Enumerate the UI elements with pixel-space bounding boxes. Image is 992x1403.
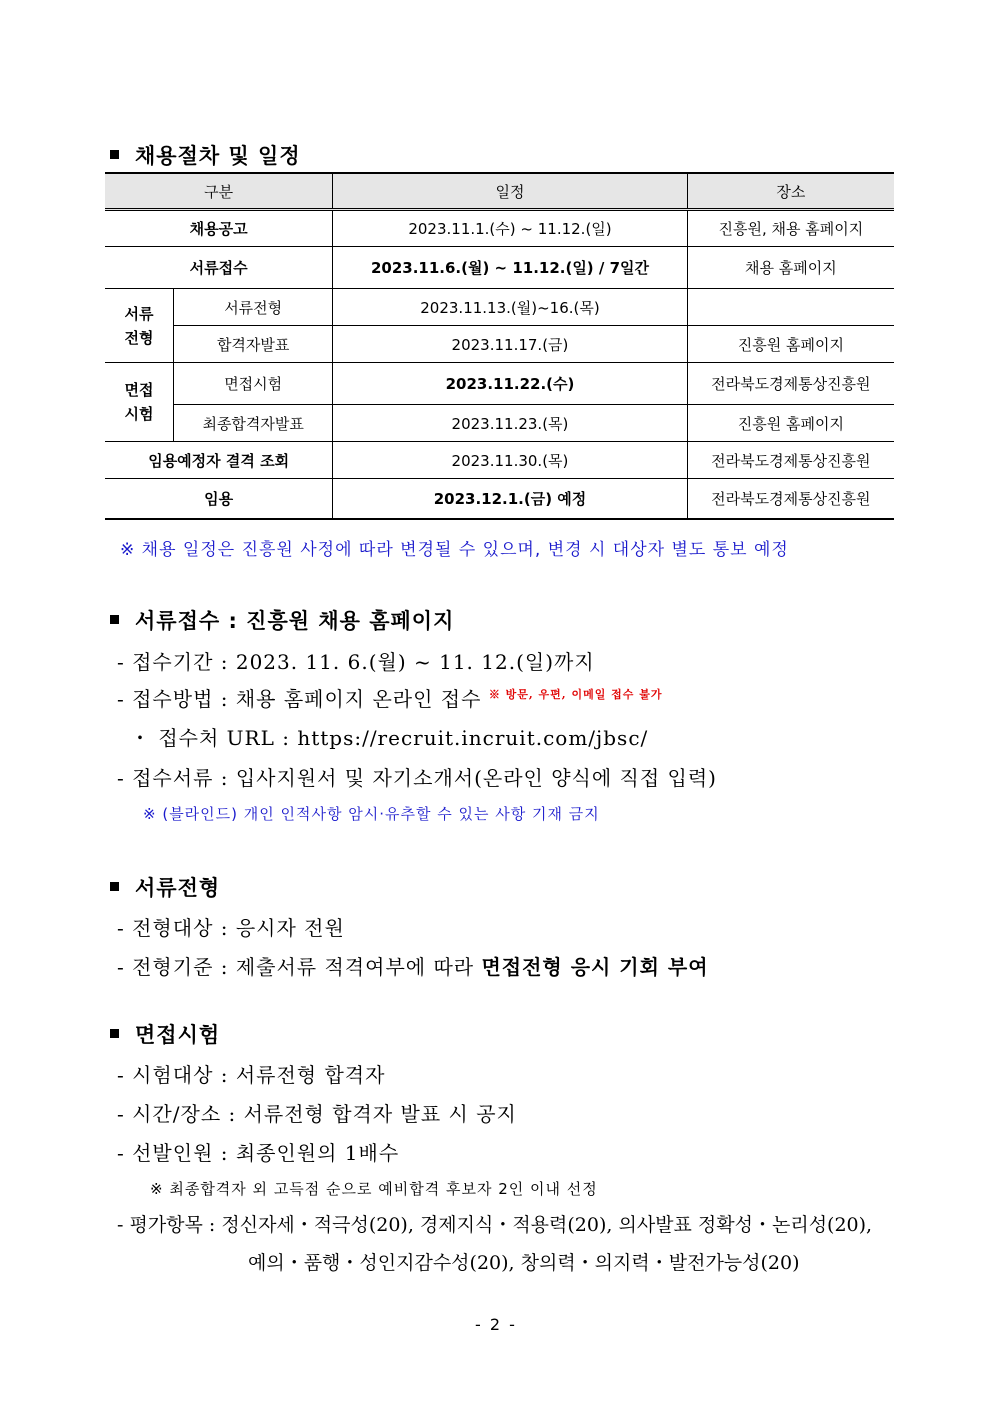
- application-documents: - 접수서류 : 입사지원서 및 자기소개서(온라인 양식에 직접 입력): [117, 766, 717, 790]
- table-row: 합격자발표 2023.11.17.(금) 진흥원 홈페이지: [105, 326, 894, 363]
- bullet-square-icon: [110, 882, 119, 891]
- table-row: 임용 2023.12.1.(금) 예정 전라북도경제통상진흥원: [105, 479, 894, 519]
- table-row: 서류 전형 서류전형 2023.11.13.(월)~16.(목): [105, 289, 894, 326]
- bullet-square-icon: [110, 150, 119, 159]
- application-url: ・ 접수처 URL : https://recruit.incruit.com/jbsc/: [130, 726, 649, 750]
- interview-place: - 시간/장소 : 서류전형 합격자 발표 시 공지: [117, 1102, 517, 1126]
- section-heading-interview: 면접시험: [110, 1019, 220, 1049]
- bullet-square-icon: [110, 1029, 119, 1038]
- header-date: 일정: [333, 173, 687, 210]
- group-interview: 면접 시험: [105, 363, 174, 442]
- header-place: 장소: [687, 173, 894, 210]
- table-row: 채용공고 2023.11.1.(수) ~ 11.12.(일) 진흥원, 채용 홈페이지: [105, 210, 894, 247]
- group-screening: 서류 전형: [105, 289, 174, 363]
- interview-note: ※ 최종합격자 외 고득점 순으로 예비합격 후보자 2인 이내 선정: [150, 1180, 598, 1198]
- screening-target: - 전형대상 : 응시자 전원: [117, 916, 345, 940]
- schedule-note: ※ 채용 일정은 진흥원 사정에 따라 변경될 수 있으며, 변경 시 대상자 별도 통보 예정: [120, 540, 789, 560]
- interview-eval-line1: - 평가항목 : 정신자세・적극성(20), 경제지식・적용력(20), 의사발표 정확성・논리성(20),: [117, 1214, 873, 1236]
- table-row: 임용예정자 결격 조회 2023.11.30.(목) 전라북도경제통상진흥원: [105, 442, 894, 479]
- application-period: - 접수기간 : 2023. 11. 6.(월) ~ 11. 12.(일)까지: [117, 650, 595, 674]
- header-category: 구분: [105, 173, 333, 210]
- table-row: 서류접수 2023.11.6.(월) ~ 11.12.(일) / 7일간 채용 홈페이지: [105, 247, 894, 289]
- blind-note: ※ (블라인드) 개인 인적사항 암시·유추할 수 있는 사항 기재 금지: [143, 805, 600, 823]
- table-row: 최종합격자발표 2023.11.23.(목) 진흥원 홈페이지: [105, 405, 894, 442]
- bullet-square-icon: [110, 615, 119, 624]
- interview-count: - 선발인원 : 최종인원의 1배수: [117, 1141, 400, 1165]
- screening-criteria: - 전형기준 : 제출서류 적격여부에 따라 면접전형 응시 기회 부여: [117, 955, 709, 979]
- table-header-row: [105, 173, 894, 210]
- interview-target: - 시험대상 : 서류전형 합격자: [117, 1063, 386, 1087]
- interview-eval-line2: 예의・품행・성인지감수성(20), 창의력・의지력・발전가능성(20): [248, 1252, 800, 1274]
- page-number: - 2 -: [475, 1315, 517, 1334]
- section-heading-screening: 서류전형: [110, 872, 220, 902]
- section-heading-application: 서류접수 : 진흥원 채용 홈페이지: [110, 605, 454, 635]
- schedule-table: [105, 172, 894, 520]
- method-restriction-note: ※ 방문, 우편, 이메일 접수 불가: [488, 688, 663, 701]
- application-method: - 접수방법 : 채용 홈페이지 온라인 접수 $^{※ 방문, 우편, 이메일 접수 불가}$: [117, 687, 663, 711]
- table-row: 면접 시험 면접시험 2023.11.22.(수) 전라북도경제통상진흥원: [105, 363, 894, 405]
- section-heading-schedule: 채용절차 및 일정: [110, 140, 301, 170]
